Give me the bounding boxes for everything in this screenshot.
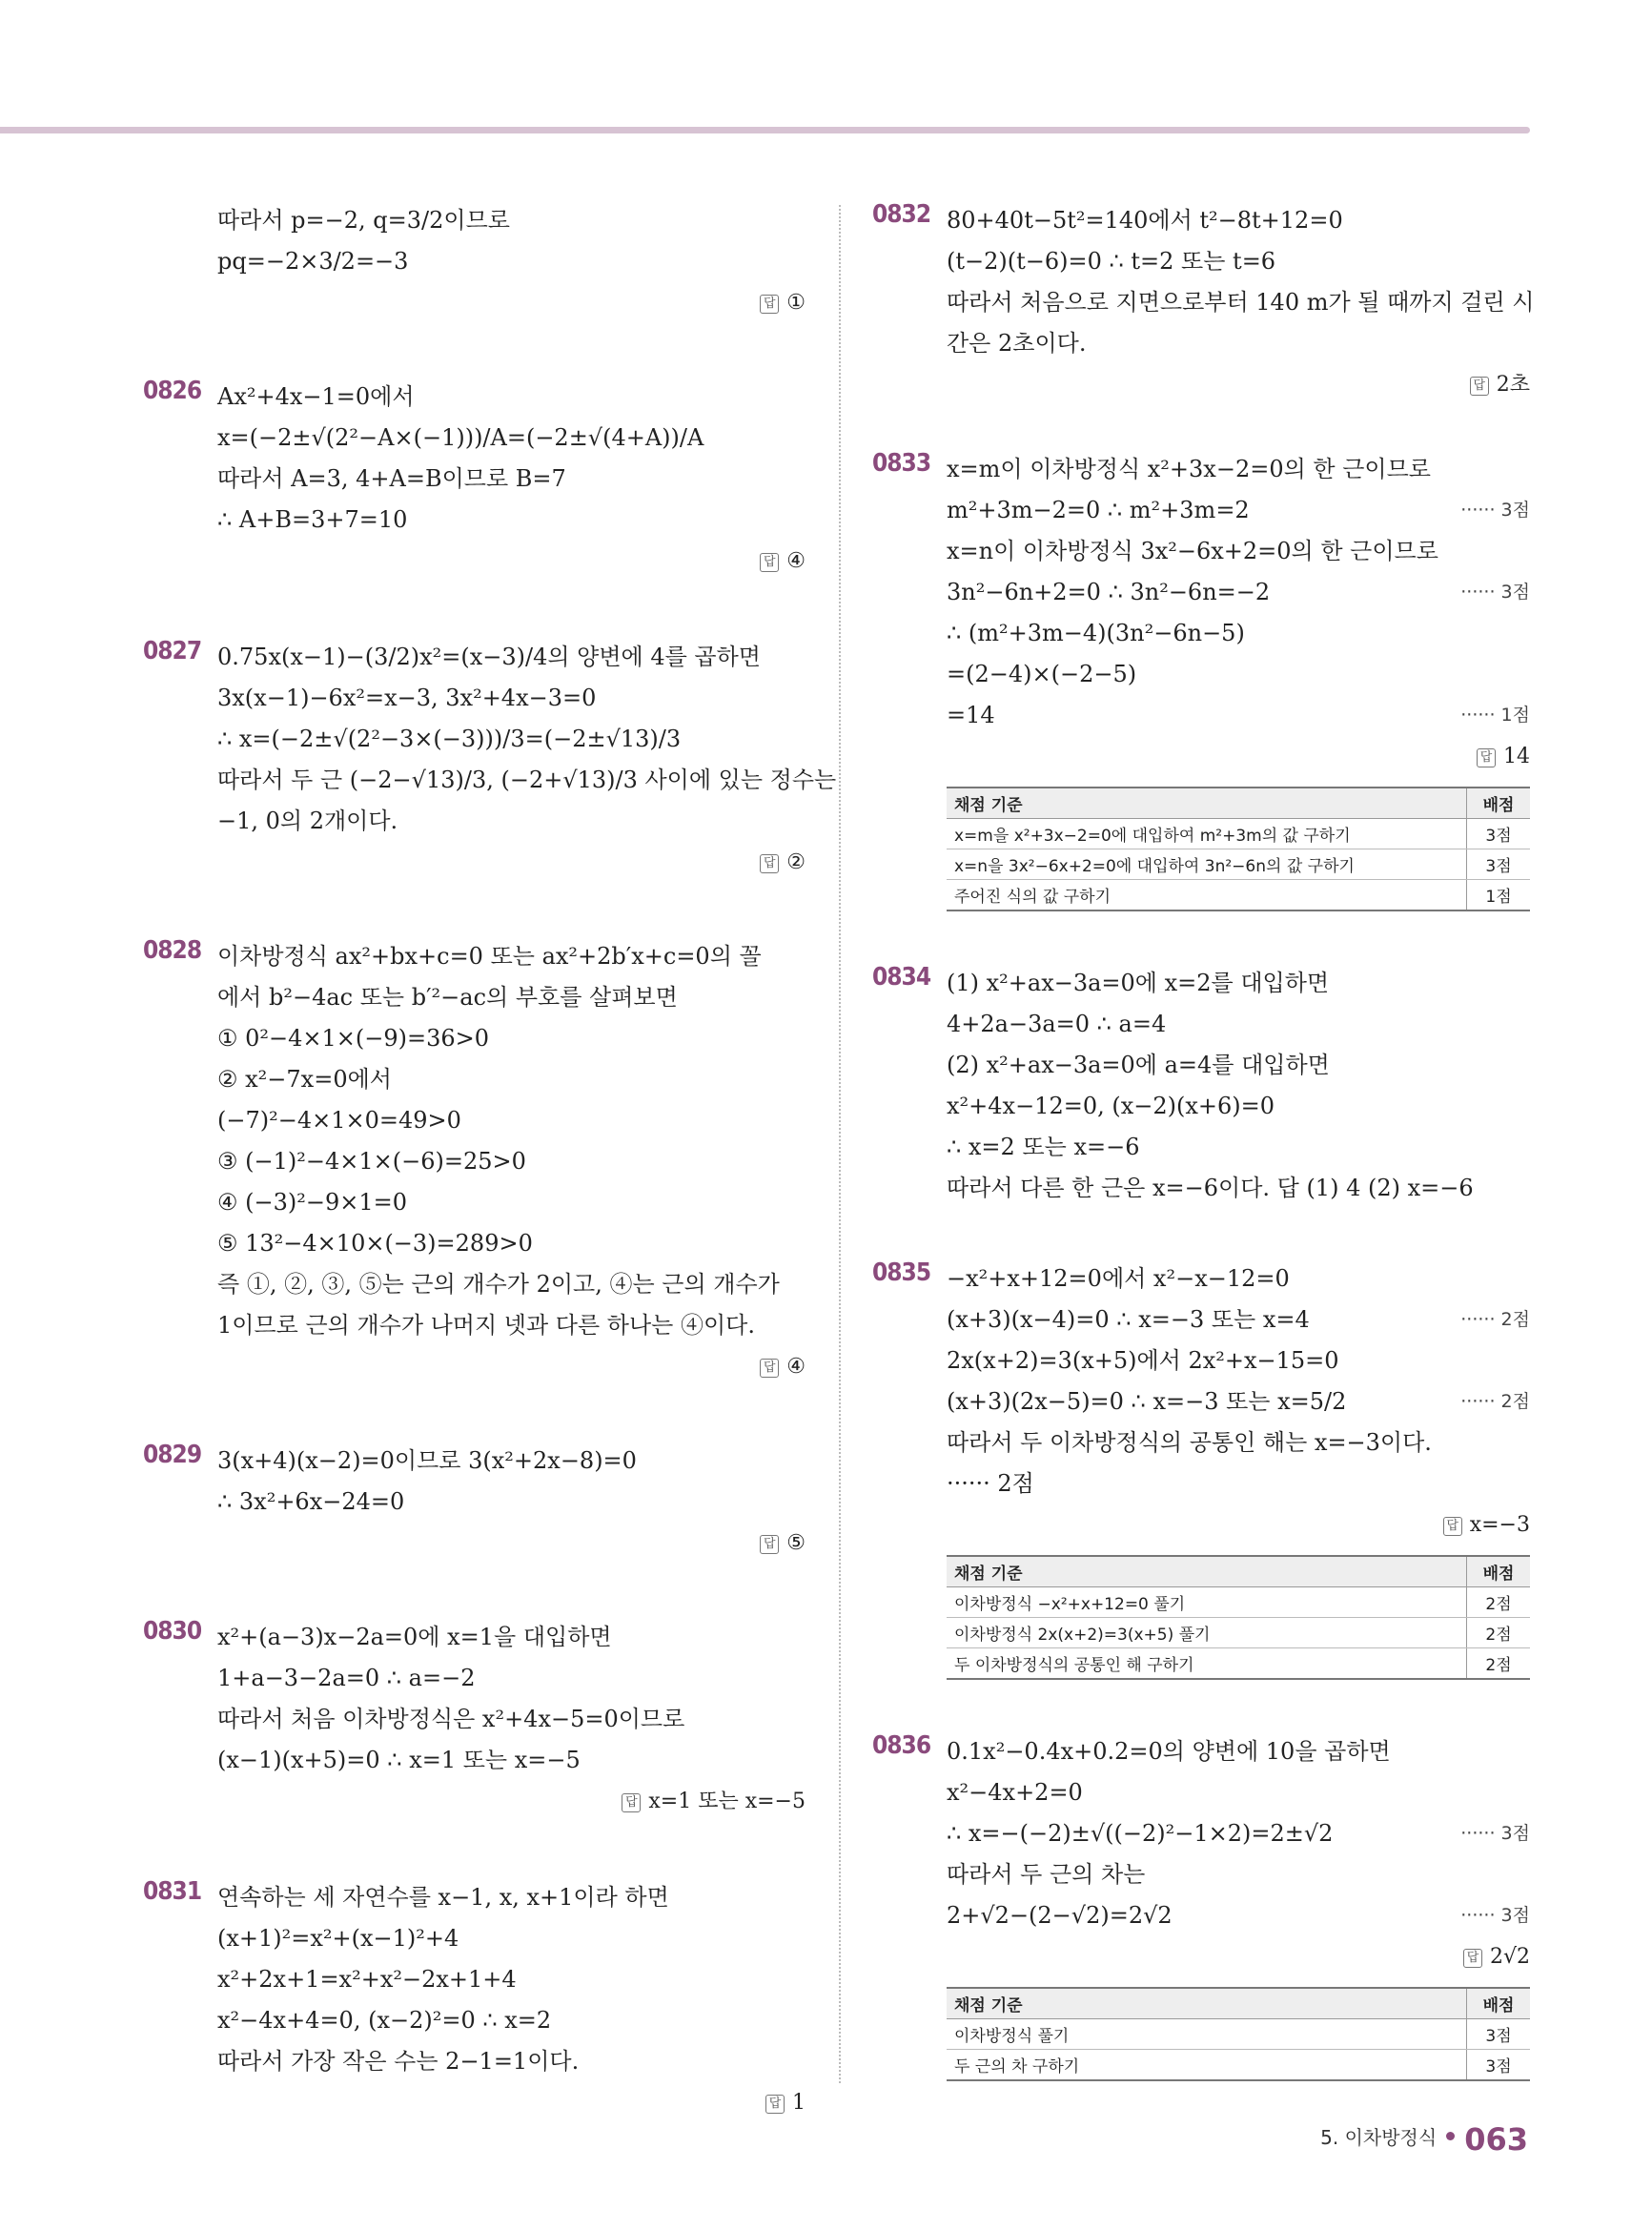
grading-points: 3점 — [1467, 2019, 1531, 2050]
grading-criterion: 두 근의 차 구하기 — [947, 2050, 1467, 2081]
solution-line — [947, 241, 1530, 282]
solution-text: 80+40t−5t²=140에서 t²−8t+12=0 — [947, 207, 1343, 234]
solution-line — [217, 200, 806, 241]
solution-line — [217, 637, 806, 678]
solution-text: Ax²+4x−1=0에서 — [217, 383, 415, 410]
solution-line — [217, 1059, 806, 1100]
answer-icon: 답 — [622, 1793, 641, 1812]
problem-number: 0832 — [872, 200, 931, 229]
solution-text: 즉 ①, ②, ③, ⑤는 근의 개수가 2이고, ④는 근의 개수가 — [217, 1271, 780, 1298]
solution-text: (x+1)²=x²+(x−1)²+4 — [217, 1925, 459, 1952]
grading-table — [947, 787, 1530, 911]
solution-line — [947, 1813, 1530, 1854]
problem-block — [143, 1617, 806, 1822]
solution-text: (t−2)(t−6)=0 ∴ t=2 또는 t=6 — [947, 248, 1276, 275]
solution-line — [217, 760, 837, 801]
solution-line — [947, 1381, 1530, 1422]
solution-line — [217, 1959, 806, 2000]
solution-line — [947, 1168, 1530, 1209]
grading-row — [947, 1648, 1530, 1680]
answer-icon: 답 — [1463, 1949, 1482, 1968]
solution-text: ∴ x=−(−2)±√((−2)²−1×2)=2±√2 — [947, 1820, 1334, 1847]
solution-text: =14 — [947, 702, 995, 728]
problem-number: 0830 — [143, 1617, 202, 1646]
solution-text: ······ 2점 — [947, 1470, 1034, 1497]
chapter-label: 5. 이차방정식 — [1320, 2126, 1438, 2149]
score-points: ······ 2점 — [1460, 1391, 1530, 1412]
solution-text: x²−4x+2=0 — [947, 1779, 1083, 1806]
grading-criterion: 두 이차방정식의 공통인 해 구하기 — [947, 1648, 1467, 1680]
bullet-icon — [1446, 2132, 1455, 2140]
page-footer — [1320, 2121, 1528, 2158]
solution-text: x=(−2±√(2²−A×(−1)))/A=(−2±√(4+A))/A — [217, 424, 704, 451]
answer-line — [947, 1936, 1530, 1977]
solution-text: ⑤ 13²−4×10×(−3)=289>0 — [217, 1230, 533, 1257]
solution-text: 따라서 두 이차방정식의 공통인 해는 x=−3이다. — [947, 1429, 1432, 1456]
answer-icon: 답 — [760, 295, 779, 314]
solution-text: ∴ x=2 또는 x=−6 — [947, 1134, 1140, 1160]
answer-value: 14 — [1503, 745, 1530, 768]
solution-line — [217, 2041, 806, 2082]
solution-line — [947, 1086, 1530, 1127]
solution-text: 0.75x(x−1)−(3/2)x²=(x−3)/4의 양변에 4를 곱하면 — [217, 644, 761, 670]
answer-value: 2√2 — [1489, 1945, 1530, 1969]
solution-line — [217, 1100, 806, 1141]
answer-value: ② — [786, 850, 806, 874]
solution-text: 0.1x²−0.4x+0.2=0의 양변에 10을 곱하면 — [947, 1738, 1391, 1765]
answer-line — [947, 364, 1530, 405]
answer-value: x=−3 — [1469, 1513, 1530, 1537]
grading-table — [947, 1555, 1530, 1680]
grading-points: 2점 — [1467, 1618, 1531, 1648]
solution-text: ∴ x=(−2±√(2²−3×(−3)))/3=(−2±√13)/3 — [217, 726, 682, 752]
answer-value: ④ — [786, 549, 806, 573]
answer-line — [947, 736, 1530, 777]
problem-block — [143, 200, 806, 323]
solution-line — [947, 613, 1530, 654]
grading-header: 채점 기준 — [947, 788, 1467, 819]
problem-number: 0827 — [143, 637, 202, 665]
answer-icon: 답 — [765, 2095, 785, 2114]
solution-text: ① 0²−4×1×(−9)=36>0 — [217, 1025, 490, 1052]
page-number: 063 — [1464, 2121, 1528, 2158]
grading-row — [947, 2050, 1530, 2081]
solution-line — [217, 1305, 806, 1346]
answer-value: 2초 — [1496, 373, 1530, 397]
grading-header: 배점 — [1467, 1988, 1531, 2019]
solution-line — [217, 418, 806, 459]
solution-text: pq=−2×3/2=−3 — [217, 248, 409, 275]
problem-block — [872, 1258, 1530, 1680]
solution-line — [217, 1740, 806, 1781]
solution-line — [947, 282, 1535, 323]
solution-text: −x²+x+12=0에서 x²−x−12=0 — [947, 1265, 1290, 1292]
solution-text: ∴ (m²+3m−4)(3n²−6n−5) — [947, 620, 1245, 646]
solution-line — [947, 1772, 1530, 1813]
solution-text: x²+(a−3)x−2a=0에 x=1을 대입하면 — [217, 1624, 612, 1650]
grading-points: 2점 — [1467, 1587, 1531, 1618]
score-points: ······ 3점 — [1460, 500, 1530, 521]
grading-header: 배점 — [1467, 788, 1531, 819]
grading-points: 2점 — [1467, 1648, 1531, 1680]
solution-line — [947, 1731, 1530, 1772]
solution-text: (1) x²+ax−3a=0에 x=2를 대입하면 — [947, 970, 1330, 996]
problem-block — [872, 200, 1535, 405]
solution-line — [217, 977, 806, 1018]
solution-text: ② x²−7x=0에서 — [217, 1066, 392, 1093]
solution-line — [217, 1617, 806, 1658]
solution-line — [217, 459, 806, 500]
grading-criterion: 이차방정식 −x²+x+12=0 풀기 — [947, 1587, 1467, 1618]
score-points: ······ 2점 — [1460, 1309, 1530, 1330]
grading-row — [947, 819, 1530, 849]
solution-line — [947, 1299, 1530, 1340]
solution-line — [217, 1482, 806, 1523]
solution-line — [947, 531, 1530, 572]
solution-line — [947, 1258, 1530, 1299]
solution-line — [217, 1264, 806, 1305]
score-points: ······ 3점 — [1460, 582, 1530, 603]
problem-block — [872, 963, 1530, 1209]
problem-number: 0826 — [143, 377, 202, 405]
solution-line — [947, 323, 1530, 364]
score-points: ······ 3점 — [1460, 1823, 1530, 1844]
answer-line — [217, 1781, 806, 1822]
solution-line — [947, 654, 1530, 695]
solution-text: ④ (−3)²−9×1=0 — [217, 1189, 408, 1216]
solution-text: 에서 b²−4ac 또는 b′²−ac의 부호를 살펴보면 — [217, 984, 678, 1011]
answer-line — [217, 842, 806, 883]
solution-text: 따라서 처음으로 지면으로부터 140 m가 될 때까지 걸린 시 — [947, 289, 1535, 316]
solution-text: 3x(x−1)−6x²=x−3, 3x²+4x−3=0 — [217, 685, 597, 711]
grading-header: 채점 기준 — [947, 1988, 1467, 2019]
grading-points: 1점 — [1467, 880, 1531, 911]
right-column — [872, 200, 1535, 2081]
header-bar — [0, 127, 1530, 133]
solution-line — [217, 1877, 806, 1918]
solution-text: x²−4x+4=0, (x−2)²=0 ∴ x=2 — [217, 2007, 552, 2034]
problem-number: 0833 — [872, 449, 931, 478]
grading-row — [947, 880, 1530, 911]
grading-criterion: 주어진 식의 값 구하기 — [947, 880, 1467, 911]
solution-line — [217, 801, 806, 842]
solution-line — [947, 1854, 1530, 1895]
answer-line — [217, 1523, 806, 1564]
problem-number: 0828 — [143, 936, 202, 965]
problem-block — [143, 1877, 806, 2123]
problem-number: 0834 — [872, 963, 931, 992]
solution-line — [217, 1141, 806, 1182]
solution-line — [217, 678, 806, 719]
solution-line — [217, 1441, 806, 1482]
solution-line — [217, 1223, 806, 1264]
solution-line — [947, 1340, 1530, 1381]
column-divider — [839, 205, 841, 2083]
solution-text: x²+2x+1=x²+x²−2x+1+4 — [217, 1966, 517, 1993]
solution-line — [217, 1658, 806, 1699]
solution-text: 2+√2−(2−√2)=2√2 — [947, 1902, 1173, 1929]
solution-line — [217, 2000, 806, 2041]
solution-line — [947, 1045, 1530, 1086]
solution-line — [217, 936, 806, 977]
answer-value: x=1 또는 x=−5 — [648, 1790, 806, 1813]
answer-line — [217, 282, 806, 323]
problem-block — [872, 1731, 1530, 2081]
problem-block — [143, 936, 806, 1387]
solution-text: 연속하는 세 자연수를 x−1, x, x+1이라 하면 — [217, 1884, 669, 1911]
solution-text: ∴ 3x²+6x−24=0 — [217, 1488, 405, 1515]
answer-line — [217, 541, 806, 582]
solution-text: (x−1)(x+5)=0 ∴ x=1 또는 x=−5 — [217, 1747, 581, 1773]
solution-line — [947, 1463, 1530, 1504]
solution-text: 1이므로 근의 개수가 나머지 넷과 다른 하나는 ④이다. — [217, 1312, 755, 1339]
solution-text: 따라서 p=−2, q=3/2이므로 — [217, 207, 510, 234]
grading-criterion: 이차방정식 풀기 — [947, 2019, 1467, 2050]
grading-criterion: x=n을 3x²−6x+2=0에 대입하여 3n²−6n의 값 구하기 — [947, 849, 1467, 880]
answer-value: ① — [786, 291, 806, 315]
problem-block — [143, 377, 806, 582]
solution-line — [217, 377, 806, 418]
solution-text: 이차방정식 ax²+bx+c=0 또는 ax²+2b′x+c=0의 꼴 — [217, 943, 762, 970]
solution-line — [947, 1127, 1530, 1168]
answer-value: ④ — [786, 1355, 806, 1379]
answer-value: 1 — [792, 2091, 806, 2115]
solution-line — [217, 1699, 806, 1740]
grading-points: 3점 — [1467, 849, 1531, 880]
problem-block — [143, 1441, 806, 1564]
solution-text: 따라서 A=3, 4+A=B이므로 B=7 — [217, 465, 566, 492]
solution-line — [947, 1895, 1530, 1936]
solution-text: 4+2a−3a=0 ∴ a=4 — [947, 1011, 1167, 1037]
solution-text: ∴ A+B=3+7=10 — [217, 506, 408, 533]
solution-text: 3(x+4)(x−2)=0이므로 3(x²+2x−8)=0 — [217, 1447, 637, 1474]
solution-line — [947, 449, 1530, 490]
solution-line — [217, 1182, 806, 1223]
solution-text: 따라서 가장 작은 수는 2−1=1이다. — [217, 2048, 580, 2075]
problem-number: 0836 — [872, 1731, 931, 1760]
grading-header: 채점 기준 — [947, 1556, 1467, 1587]
solution-text: (x+3)(x−4)=0 ∴ x=−3 또는 x=4 — [947, 1306, 1310, 1333]
solution-text: x=n이 이차방정식 3x²−6x+2=0의 한 근이므로 — [947, 538, 1438, 564]
solution-text: ③ (−1)²−4×1×(−6)=25>0 — [217, 1148, 526, 1175]
solution-text: 2x(x+2)=3(x+5)에서 2x²+x−15=0 — [947, 1347, 1339, 1374]
solution-text: (−7)²−4×1×0=49>0 — [217, 1107, 461, 1134]
answer-value: ⑤ — [786, 1531, 806, 1555]
solution-text: 따라서 두 근의 차는 — [947, 1861, 1146, 1888]
grading-points: 3점 — [1467, 2050, 1531, 2081]
solution-text: m²+3m−2=0 ∴ m²+3m=2 — [947, 497, 1250, 523]
solution-text: −1, 0의 2개이다. — [217, 808, 398, 834]
problem-number: 0835 — [872, 1258, 931, 1287]
solution-line — [947, 963, 1530, 1004]
solution-text: 따라서 처음 이차방정식은 x²+4x−5=0이므로 — [217, 1706, 685, 1732]
grading-row — [947, 849, 1530, 880]
answer-icon: 답 — [1443, 1517, 1462, 1536]
solution-line — [947, 572, 1530, 613]
grading-criterion: 이차방정식 2x(x+2)=3(x+5) 풀기 — [947, 1618, 1467, 1648]
answer-icon: 답 — [760, 1359, 779, 1378]
answer-line — [217, 1346, 806, 1387]
answer-line — [947, 1504, 1530, 1545]
solution-line — [947, 490, 1530, 531]
answer-line — [217, 2082, 806, 2123]
solution-text: 간은 2초이다. — [947, 330, 1087, 357]
score-points: ······ 1점 — [1460, 705, 1530, 726]
answer-icon: 답 — [1477, 748, 1496, 767]
grading-criterion: x=m을 x²+3x−2=0에 대입하여 m²+3m의 값 구하기 — [947, 819, 1467, 849]
solution-line — [217, 1018, 806, 1059]
solution-text: x²+4x−12=0, (x−2)(x+6)=0 — [947, 1093, 1275, 1119]
solution-line — [947, 695, 1530, 736]
solution-line — [217, 241, 806, 282]
answer-icon: 답 — [760, 854, 779, 873]
solution-text: 1+a−3−2a=0 ∴ a=−2 — [217, 1665, 476, 1691]
left-column — [143, 200, 837, 2123]
problem-block — [872, 449, 1530, 911]
solution-text: x=m이 이차방정식 x²+3x−2=0의 한 근이므로 — [947, 456, 1431, 482]
solution-text: (x+3)(2x−5)=0 ∴ x=−3 또는 x=5/2 — [947, 1388, 1347, 1415]
score-points: ······ 3점 — [1460, 1905, 1530, 1926]
solution-line — [217, 1918, 806, 1959]
answer-icon: 답 — [1470, 377, 1489, 396]
answer-icon: 답 — [760, 1535, 779, 1554]
problem-number: 0829 — [143, 1441, 202, 1469]
grading-table — [947, 1987, 1530, 2081]
solution-line — [217, 500, 806, 541]
solution-line — [947, 200, 1530, 241]
problem-block — [143, 637, 837, 883]
solution-text: 따라서 두 근 (−2−√13)/3, (−2+√13)/3 사이에 있는 정수는 — [217, 767, 837, 793]
solution-text: =(2−4)×(−2−5) — [947, 661, 1137, 687]
grading-points: 3점 — [1467, 819, 1531, 849]
grading-row — [947, 2019, 1530, 2050]
problem-number: 0831 — [143, 1877, 202, 1906]
solution-text: 3n²−6n+2=0 ∴ 3n²−6n=−2 — [947, 579, 1271, 605]
solution-line — [947, 1004, 1530, 1045]
grading-header: 배점 — [1467, 1556, 1531, 1587]
solution-line — [947, 1422, 1530, 1463]
solution-line — [217, 719, 806, 760]
solution-text: 따라서 다른 한 근은 x=−6이다. 답 (1) 4 (2) x=−6 — [947, 1175, 1474, 1201]
solution-text: (2) x²+ax−3a=0에 a=4를 대입하면 — [947, 1052, 1330, 1078]
answer-icon: 답 — [760, 553, 779, 572]
grading-row — [947, 1618, 1530, 1648]
grading-row — [947, 1587, 1530, 1618]
